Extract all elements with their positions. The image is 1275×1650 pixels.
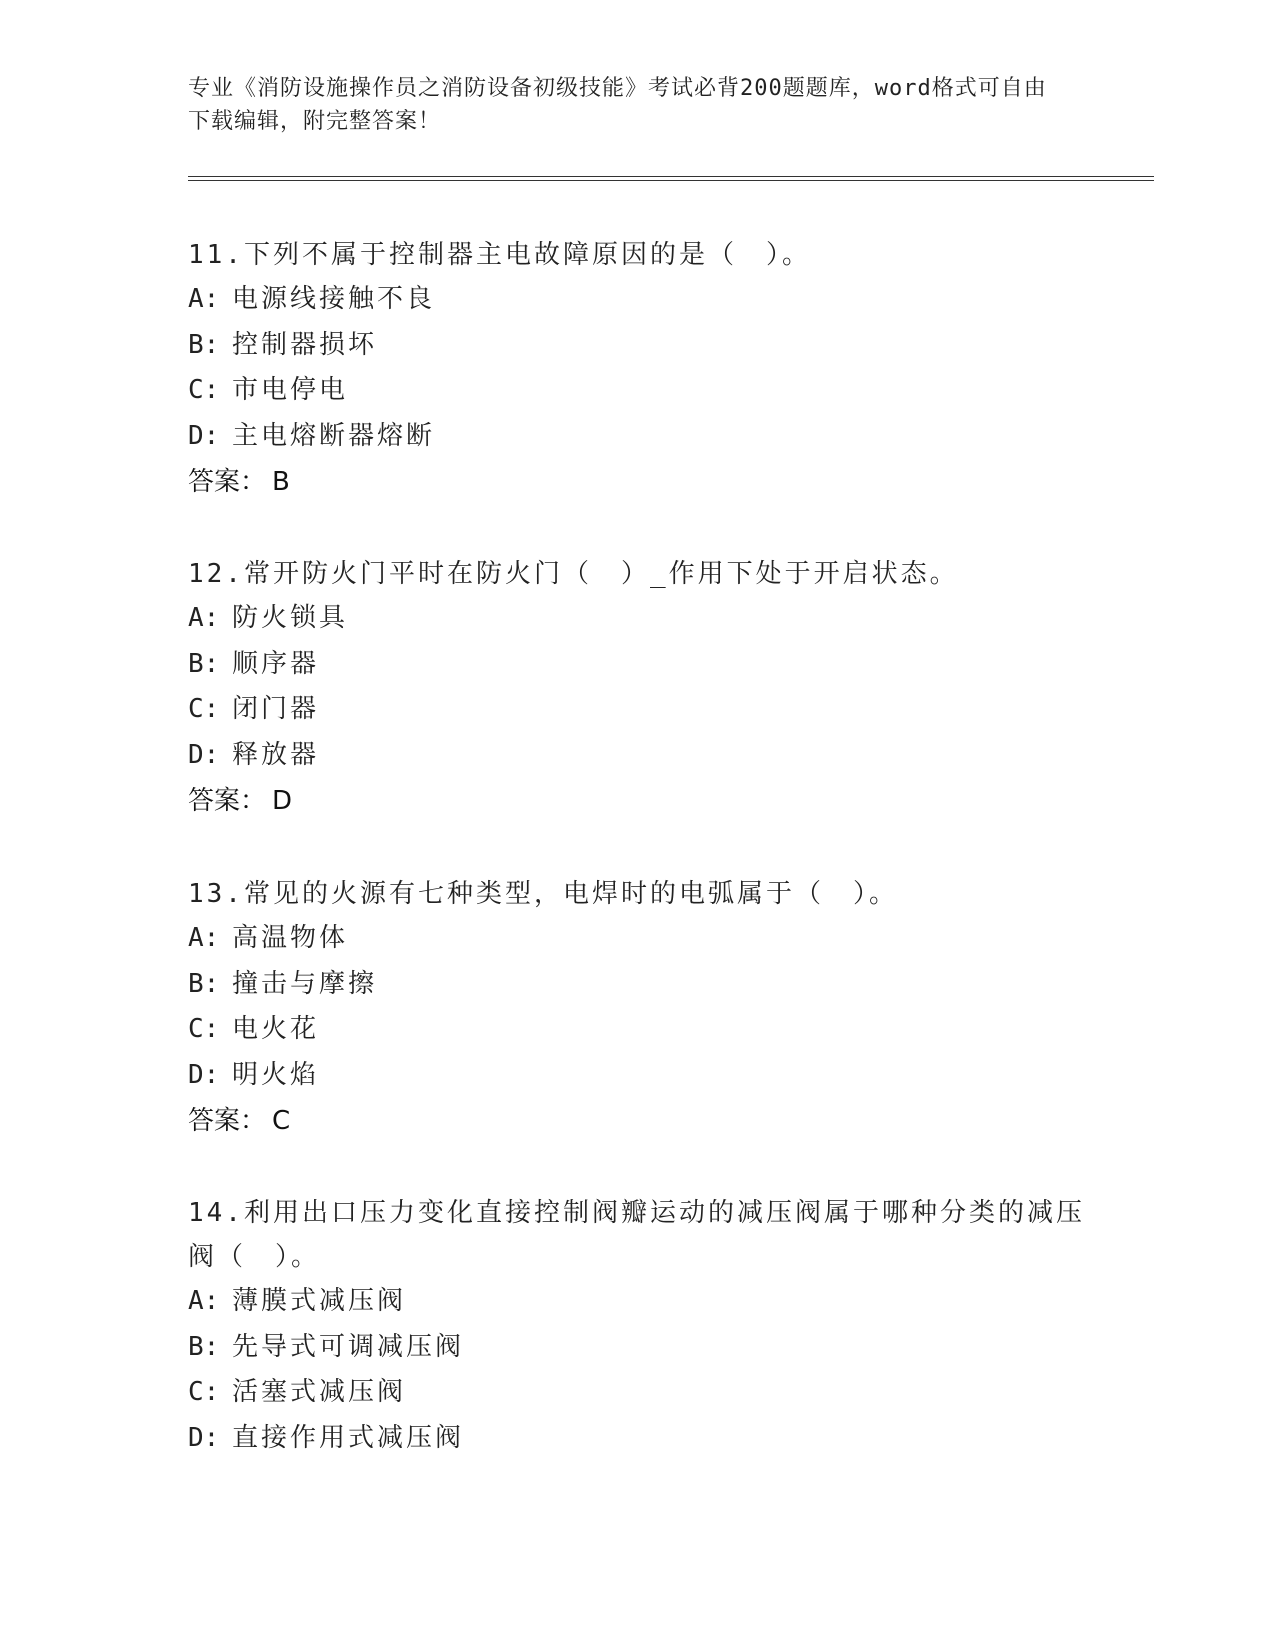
option-c: [188, 1007, 1088, 1053]
option-text: 直接作用式减压阀: [232, 1422, 465, 1453]
option-text: 控制器损坏: [232, 329, 378, 360]
option-text: 释放器: [232, 739, 320, 770]
option-letter: A:: [188, 1286, 220, 1316]
option-letter: C:: [188, 1014, 220, 1044]
header-double-rule: [188, 176, 1154, 181]
question-stem: 11.下列不属于控制器主电故障原因的是（ ）。: [188, 240, 811, 270]
answer-label: 答案：: [188, 1106, 267, 1136]
option-b: [188, 1325, 1088, 1371]
rule-line-top: [188, 176, 1154, 177]
option-d: [188, 1416, 1088, 1462]
option-letter: A:: [188, 923, 220, 953]
rule-line-bottom: [188, 180, 1154, 181]
option-letter: C:: [188, 1377, 220, 1407]
option-text: 电源线接触不良: [232, 284, 436, 314]
option-text: 明火焰: [232, 1059, 320, 1090]
option-c: [188, 687, 1088, 733]
option-a: [188, 1279, 1088, 1325]
question-12: [188, 552, 1088, 824]
option-d: [188, 1053, 1088, 1099]
option-text: 防火锁具: [232, 603, 349, 633]
question-stem: 12.常开防火门平时在防火门（ ）_作用下处于开启状态。: [188, 559, 959, 589]
option-letter: B:: [188, 1331, 220, 1362]
answer-label: 答案：: [188, 786, 267, 816]
option-b: [188, 323, 1088, 369]
option-text: 市电停电: [232, 375, 349, 405]
option-text: 薄膜式减压阀: [232, 1286, 407, 1316]
option-b: [188, 642, 1088, 688]
answer-line: [188, 778, 1088, 824]
question-stem: 14.利用出口压力变化直接控制阀瓣运动的减压阀属于哪种分类的减压阀（ ）。: [188, 1198, 1085, 1272]
option-letter: D:: [188, 1059, 220, 1090]
question-11: [188, 233, 1088, 505]
answer-value: C: [272, 1106, 291, 1136]
option-letter: B:: [188, 648, 220, 679]
option-a: [188, 596, 1088, 642]
option-text: 先导式可调减压阀: [232, 1331, 465, 1362]
option-text: 主电熔断器熔断: [232, 420, 436, 451]
option-text: 电火花: [232, 1014, 320, 1044]
question-13: [188, 872, 1088, 1144]
option-letter: A:: [188, 284, 220, 314]
option-c: [188, 368, 1088, 414]
option-letter: D:: [188, 739, 220, 770]
option-d: [188, 414, 1088, 460]
option-text: 活塞式减压阀: [232, 1377, 407, 1407]
option-a: [188, 916, 1088, 962]
option-letter: C:: [188, 375, 220, 405]
answer-line: [188, 1098, 1088, 1144]
option-letter: B:: [188, 329, 220, 360]
option-letter: A:: [188, 603, 220, 633]
option-letter: D:: [188, 420, 220, 451]
option-text: 高温物体: [232, 923, 349, 953]
option-letter: B:: [188, 968, 220, 999]
option-a: [188, 277, 1088, 323]
answer-value: B: [272, 467, 290, 497]
answer-line: [188, 459, 1088, 505]
option-b: [188, 962, 1088, 1008]
option-text: 顺序器: [232, 648, 320, 679]
option-d: [188, 733, 1088, 779]
question-stem: 13.常见的火源有七种类型，电焊时的电弧属于（ ）。: [188, 879, 898, 909]
option-letter: D:: [188, 1422, 220, 1453]
question-14: [188, 1191, 1088, 1461]
option-text: 闭门器: [232, 694, 320, 724]
option-text: 撞击与摩擦: [232, 968, 378, 999]
answer-value: D: [272, 786, 293, 816]
option-c: [188, 1370, 1088, 1416]
answer-label: 答案：: [188, 467, 267, 497]
document-header: 专业《消防设施操作员之消防设备初级技能》考试必背200题题库，word格式可自由下载编辑，附完整答案！: [188, 76, 1047, 134]
option-letter: C:: [188, 694, 220, 724]
